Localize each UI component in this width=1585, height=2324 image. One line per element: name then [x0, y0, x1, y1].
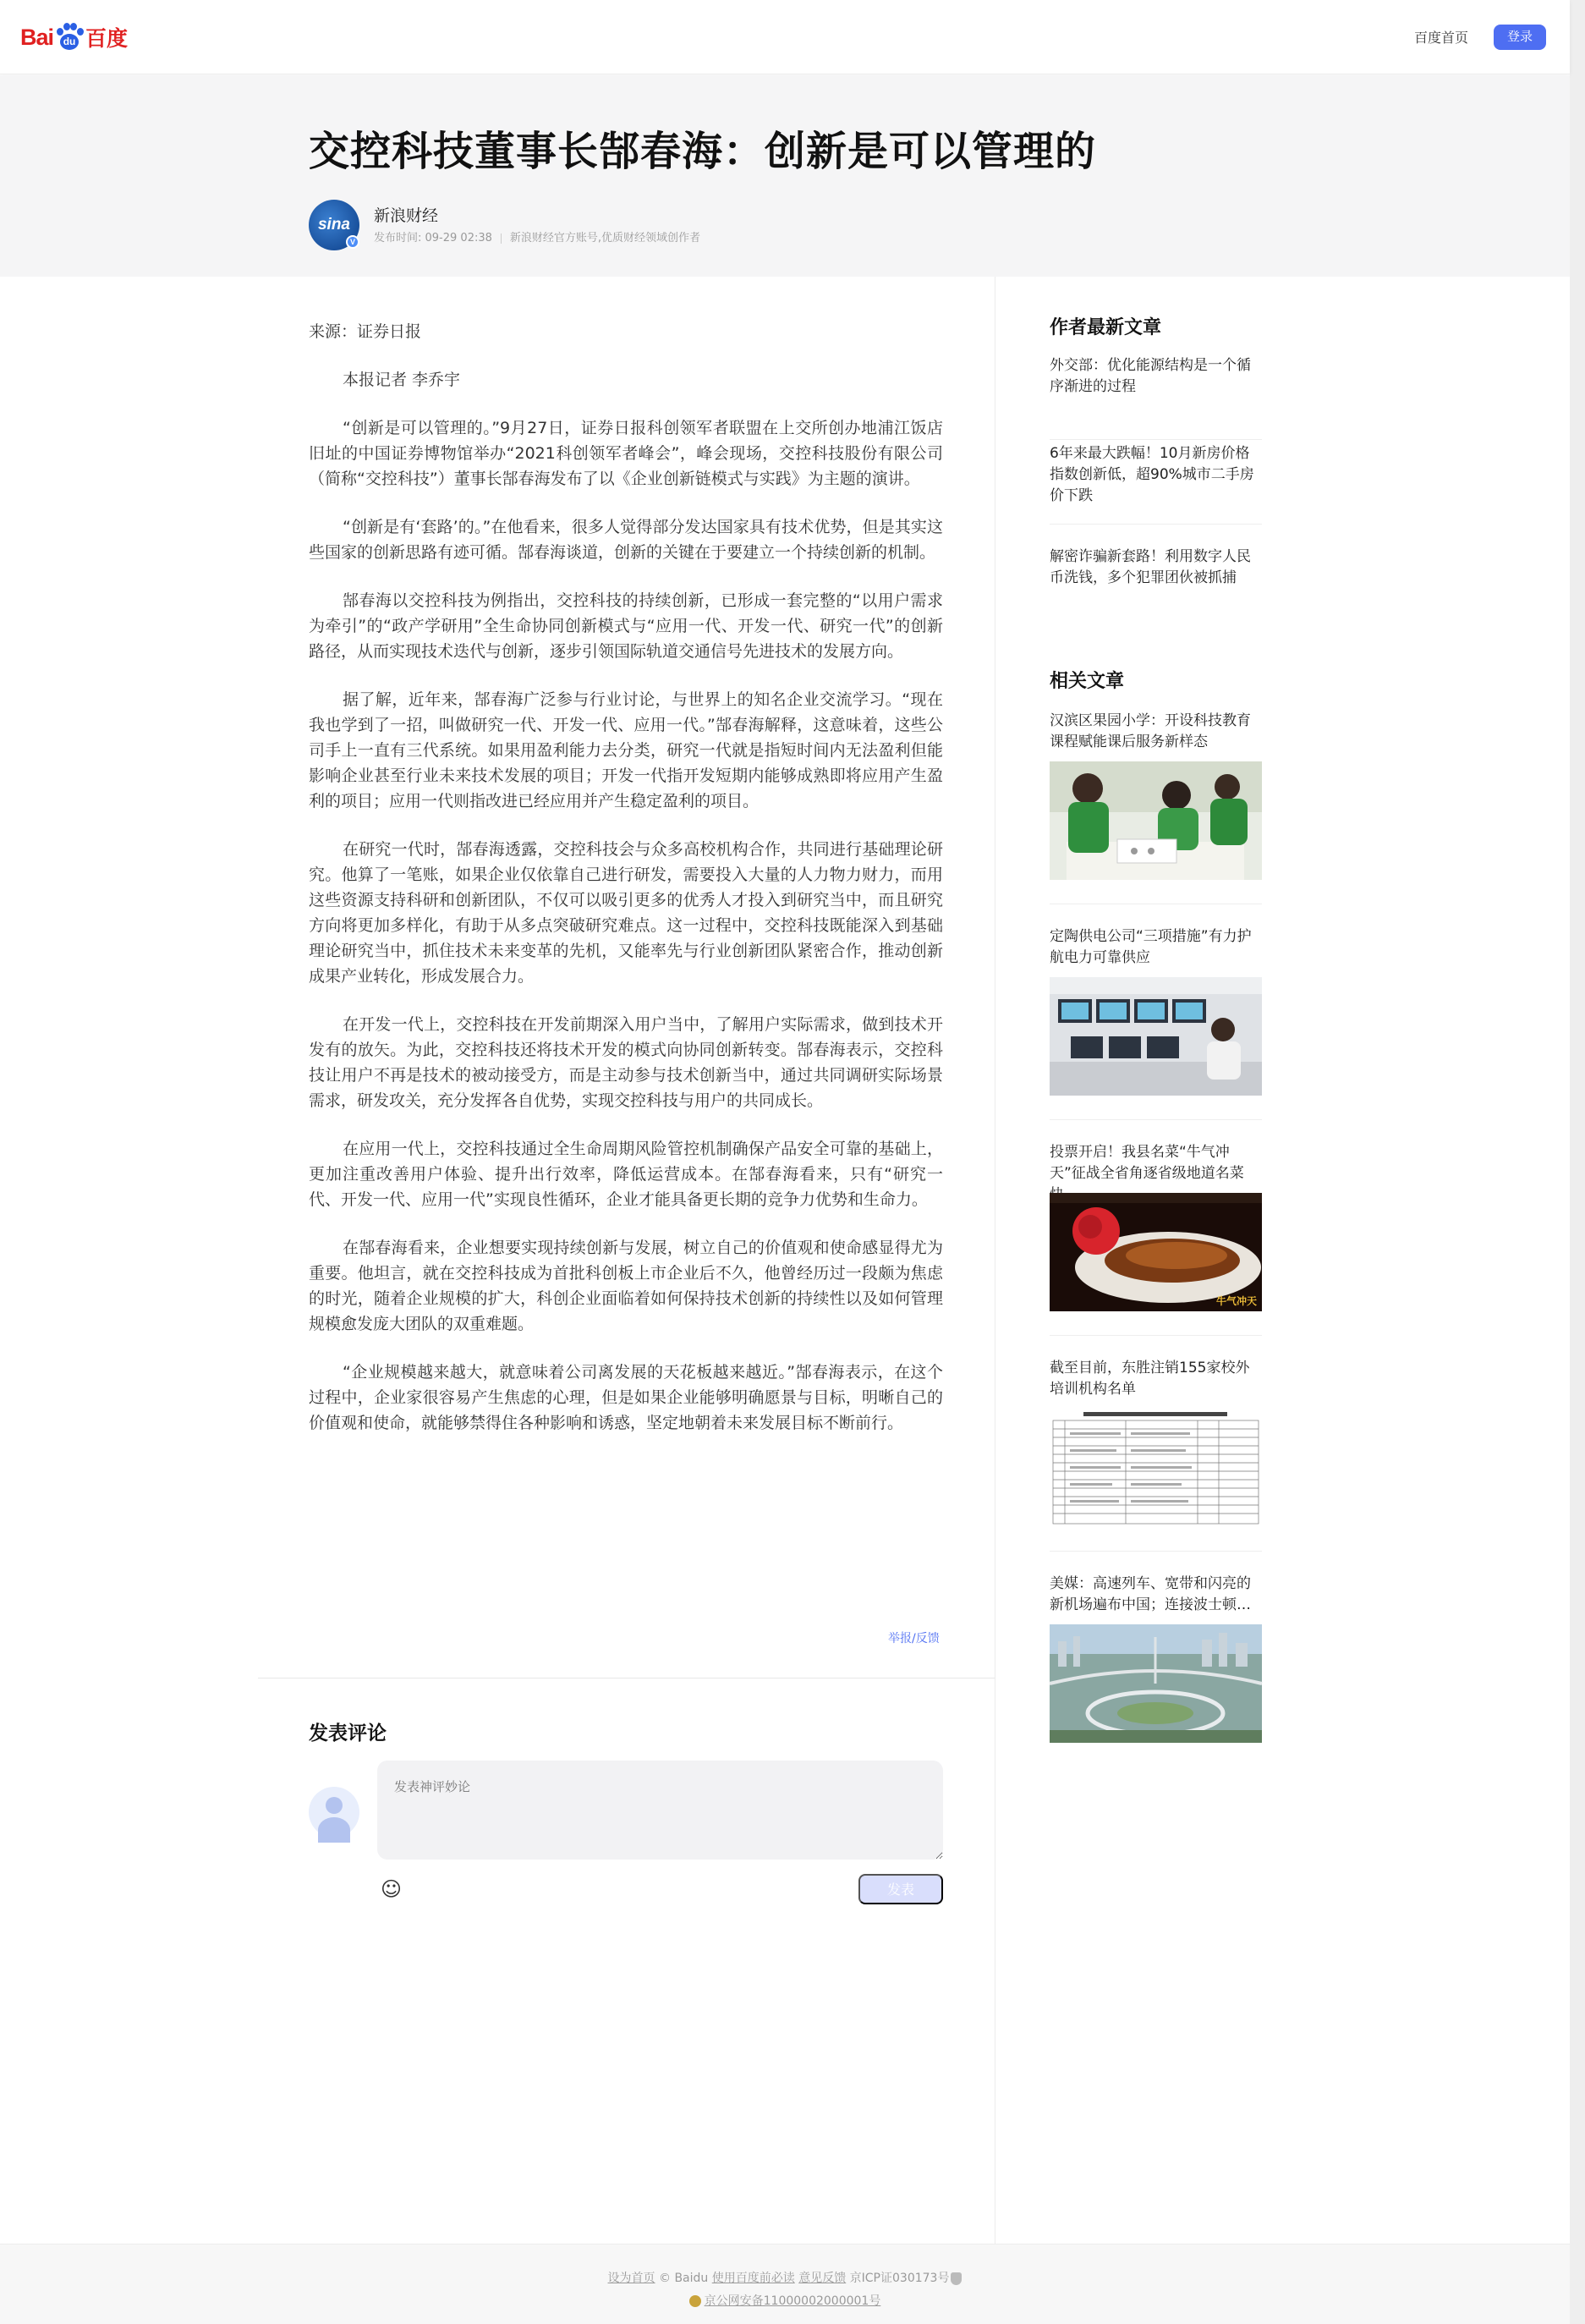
comment-input[interactable]	[377, 1761, 943, 1860]
icp-text: 京ICP证030173号	[849, 2272, 950, 2285]
article-source: 来源：证券日报	[309, 322, 422, 341]
submit-comment-button[interactable]: 发表	[858, 1874, 943, 1904]
author-meta	[374, 228, 700, 244]
related-thumbnail-document[interactable]	[1050, 1409, 1262, 1527]
must-read-link[interactable]: 使用百度前必读	[711, 2272, 795, 2285]
related-article-item[interactable]	[1050, 926, 1262, 1096]
emoji-icon[interactable]: ☺	[381, 1877, 403, 1901]
baidu-logo[interactable]	[20, 19, 128, 56]
verified-icon: V	[346, 235, 359, 249]
paw-icon	[55, 23, 84, 52]
related-thumbnail-control-room[interactable]	[1050, 977, 1262, 1096]
thumbnail-caption: 牛气冲天	[1215, 1295, 1257, 1307]
login-button[interactable]: 登录	[1494, 25, 1546, 50]
article-paragraph: 在研究一代时，郜春海透露，交控科技会与众多高校机构合作，共同进行基础理论研究。他算了一笔账，如果企业仅依靠自己进行研发，需要投入大量的人力物力财力，而用这些资源支持科研和创新团队，不仅可以吸引更多的优秀人才投入到研究当中，而且研究方向将更加多样化，有助于从多点突破研究难点。这一过程中，交控科技既能深入到基础理论研究当中，抓住技术未来变革的先机，又能率先与行业创新团队紧密合作，推动创新成果产业转化，形成发展合力。	[309, 840, 943, 986]
latest-articles-title: 作者最新文章	[1050, 317, 1162, 338]
article-paragraph: “创新是可以管理的。”9月27日，证券日报科创领军者联盟在上交所创办地浦江饭店旧址的中国证券博物馆举办“2021科创领军者峰会”，峰会现场，交控科技股份有限公司（简称“交控科技”）董事长郜春海发布了以《企业创新链模式与实践》为主题的演讲。	[309, 419, 943, 488]
related-article-item[interactable]	[1050, 1574, 1262, 1743]
latest-article-title[interactable]: 外交部：优化能源结构是一个循序渐进的过程	[1050, 357, 1251, 395]
scrollbar-track[interactable]	[1570, 0, 1585, 2324]
related-divider	[1050, 1551, 1262, 1552]
copyright-text: © Baidu	[659, 2272, 709, 2285]
latest-article-item[interactable]	[1050, 440, 1262, 525]
article-paragraph: “创新是有‘套路’的。”在他看来，很多人觉得部分发达国家具有技术优势，但是其实这些国家的创新思路有迹可循。郜春海谈道，创新的关键在于要建立一个持续创新的机制。	[309, 518, 943, 562]
shield-icon	[951, 2272, 962, 2285]
latest-article-title[interactable]: 解密诈骗新套路！利用数字人民币洗钱，多个犯罪团伙被抓捕	[1050, 548, 1251, 586]
article-body	[309, 319, 943, 1459]
publish-time: 发布时间: 09-29 02:38	[374, 232, 492, 244]
related-articles-title: 相关文章	[1050, 671, 1125, 692]
footer-links	[0, 2269, 1570, 2286]
author-avatar[interactable]	[309, 200, 359, 250]
report-feedback-link[interactable]: 举报/反馈	[888, 1632, 940, 1645]
user-avatar	[309, 1787, 359, 1838]
related-thumbnail-dish[interactable]	[1050, 1193, 1262, 1311]
related-article-title[interactable]: 投票开启！我县名菜“牛气冲天”征战全省角逐省级地道名菜	[1050, 1144, 1244, 1182]
author-avatar-text: sina	[317, 216, 351, 233]
feedback-link[interactable]: 意见反馈	[798, 2272, 847, 2285]
police-badge-icon	[689, 2295, 701, 2307]
related-divider	[1050, 1335, 1262, 1336]
article-paragraph: 在郜春海看来，企业想要实现持续创新与发展，树立自己的价值观和使命感显得尤为重要。他坦言，就在交控科技成为首批科创板上市企业后不久，他曾经历过一段颇为焦虑的时光，随着企业规模的扩大，科创企业面临着如何保持技术创新的持续性以及如何管理规模愈发庞大团队的双重难题。	[309, 1239, 943, 1333]
article-paragraph: 据了解，近年来，郜春海广泛参与行业讨论，与世界上的知名企业交流学习。“现在我也学到了一招，叫做研究一代、开发一代、应用一代。”郜春海解释，这意味着，这些公司手上一直有三代系统。如果用盈利能力去分类，研究一代就是指短时间内无法盈利但能影响企业甚至行业未来技术发展的项目；开发一代指开发短期内能够成熟即将应用产生盈利的项目；应用一代则指改进已经应用并产生稳定盈利的项目。	[309, 690, 943, 810]
related-divider	[1050, 1119, 1262, 1120]
police-record-link[interactable]: 京公网安备11000002000001号	[704, 2294, 881, 2308]
related-article-title[interactable]: 美媒：高速列车、宽带和闪亮的新机场遍布中国；连接波士顿…	[1050, 1575, 1251, 1613]
logo-text-bai: Bai	[20, 24, 54, 50]
latest-article-title[interactable]: 6年来最大跌幅！10月新房价格指数创新低，超90%城市二手房价下跌	[1050, 445, 1254, 504]
baidu-home-link[interactable]: 百度首页	[1414, 30, 1469, 46]
article-title: 交控科技董事长郜春海：创新是可以管理的	[309, 128, 1097, 175]
meta-divider	[501, 233, 502, 244]
article-paragraph: 在开发一代上，交控科技在开发前期深入用户当中，了解用户实际需求，做到技术开发有的放矢。为此，交控科技还将技术开发的模式向协同创新转变。郜春海表示，交控科技让用户不再是技术的被动接受方，而是主动参与技术创新当中，通过共同调研实际场景需求，研发攻关，充分发挥各自优势，实现交控科技与用户的共同成长。	[309, 1015, 943, 1110]
article-paragraph: 本报记者 李乔宇	[343, 371, 461, 389]
related-article-title[interactable]: 汉滨区果园小学：开设科技教育课程赋能课后服务新样态	[1050, 712, 1251, 750]
top-navigation-bar	[0, 0, 1570, 74]
comment-section-title: 发表评论	[309, 1722, 387, 1744]
logo-text-du: du	[60, 34, 79, 50]
related-article-item[interactable]	[1050, 711, 1262, 880]
article-paragraph: “企业规模越来越大，就意味着公司离发展的天花板越来越近。”郜春海表示，在这个过程中，企业家很容易产生焦虑的心理，但是如果企业能够明确愿景与目标，明晰自己的价值观和使命，就能够禁得住各种影响和诱惑，坚定地朝着未来发展目标不断前行。	[309, 1363, 943, 1432]
article-paragraph: 郜春海以交控科技为例指出，交控科技的持续创新，已形成一套完整的“以用户需求为牵引”的“政产学研用”全生命协同创新模式与“应用一代、开发一代、研究一代”的创新路径，从而实现技术迭代与创新，逐步引领国际轨道交通信号先进技术的发展方向。	[309, 591, 943, 661]
related-article-item[interactable]	[1050, 1358, 1262, 1527]
related-article-title[interactable]: 定陶供电公司“三项措施”有力护航电力可靠供应	[1050, 928, 1252, 966]
author-description: 新浪财经官方账号,优质财经领域创作者	[509, 232, 701, 244]
logo-text-cn: 百度	[85, 26, 129, 51]
article-paragraph: 在应用一代上，交控科技通过全生命周期风险管控机制确保产品安全可靠的基础上，更加注重改善用户体验、提升出行效率，降低运营成本。在郜春海看来，只有“研究一代、开发一代、应用一代”实现良性循环，企业才能具备更长期的竞争力优势和生命力。	[309, 1140, 943, 1209]
latest-article-item[interactable]	[1050, 547, 1262, 597]
footer-police	[0, 2292, 1570, 2309]
related-thumbnail-classroom[interactable]	[1050, 761, 1262, 880]
set-home-link[interactable]: 设为首页	[607, 2272, 655, 2285]
related-article-item[interactable]	[1050, 1142, 1262, 1311]
latest-article-item[interactable]	[1050, 355, 1262, 440]
author-name[interactable]: 新浪财经	[374, 206, 439, 225]
related-article-title[interactable]: 截至目前，东胜注销155家校外培训机构名单	[1050, 1360, 1250, 1398]
related-thumbnail-city[interactable]	[1050, 1624, 1262, 1743]
